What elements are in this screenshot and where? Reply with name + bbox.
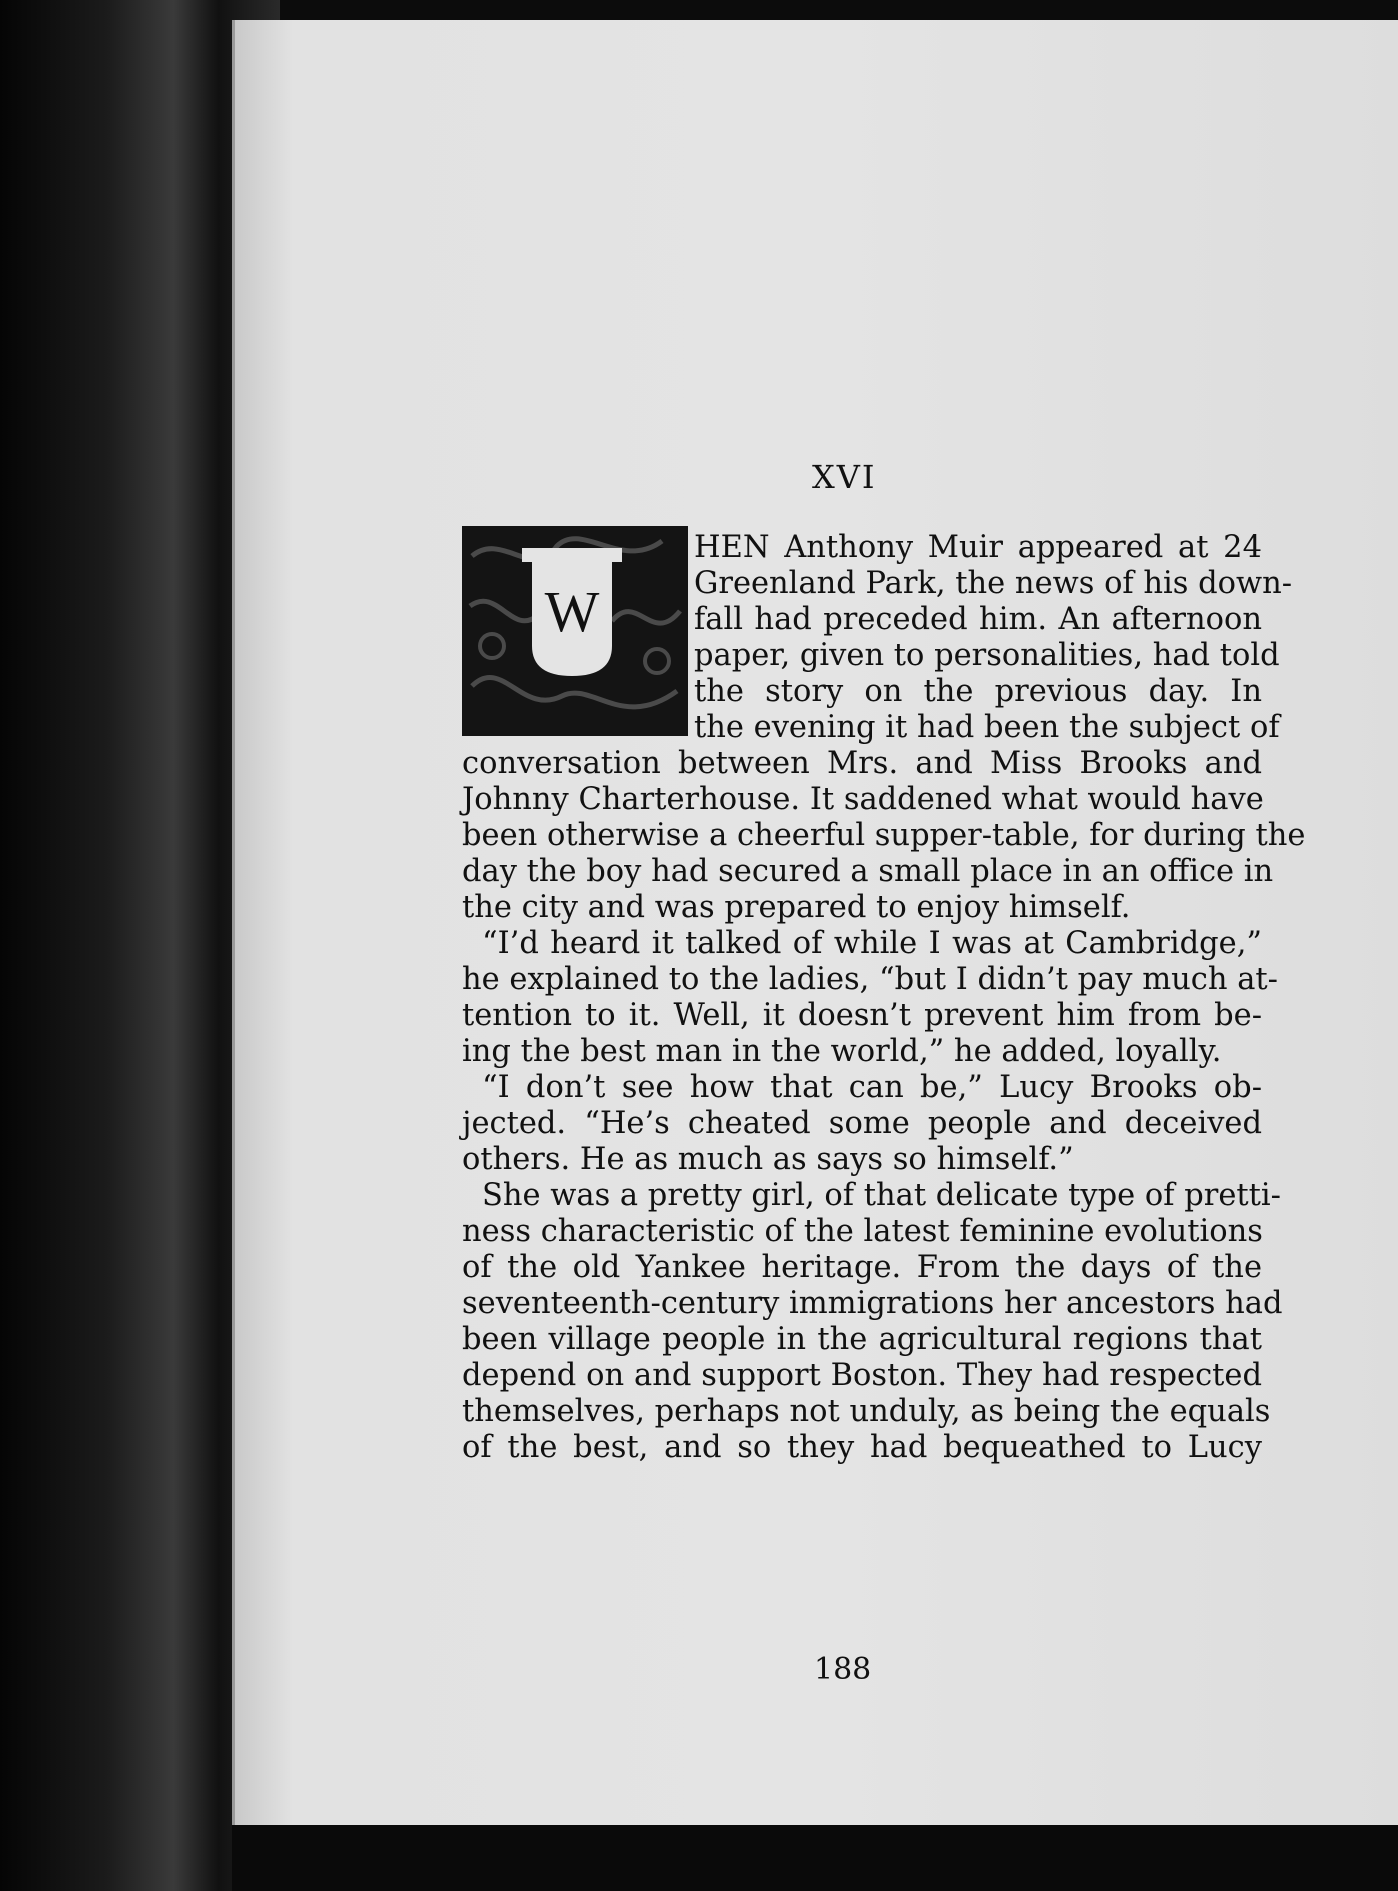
text-line: themselves, perhaps not unduly, as being the equals — [462, 1394, 1271, 1429]
text-line: the evening it had been the subject of — [694, 710, 1280, 745]
chapter-heading: XVI — [812, 458, 877, 496]
text-line: others. He as much as says so himself.” — [462, 1142, 1074, 1177]
text-line: ness characteristic of the latest feminine evolutions — [462, 1214, 1263, 1249]
text-line: “I don’t see how that can be,” Lucy Brooks ob- — [482, 1070, 1262, 1105]
text-line: of the best, and so they had bequeathed to Lucy — [462, 1430, 1262, 1465]
text-line: tention to it. Well, it doesn’t prevent him from be- — [462, 998, 1262, 1033]
text-line: conversation between Mrs. and Miss Brooks and — [462, 746, 1262, 781]
text-line: he explained to the ladies, “but I didn’t pay much at- — [462, 962, 1278, 997]
text-line: jected. “He’s cheated some people and deceived — [462, 1106, 1262, 1141]
text-line: paper, given to personalities, had told — [694, 638, 1280, 673]
drop-cap-letter: W — [544, 579, 600, 644]
text-line: “I’d heard it talked of while I was at Cambridge,” — [482, 926, 1262, 961]
text-line: Johnny Charterhouse. It saddened what would have — [462, 782, 1264, 817]
text-line: been otherwise a cheerful supper-table, for during the — [462, 818, 1306, 853]
text-line: day the boy had secured a small place in an office in — [462, 854, 1274, 889]
text-line: fall had preceded him. An afternoon — [694, 602, 1262, 637]
text-line: of the old Yankee heritage. From the days of the — [462, 1250, 1262, 1285]
text-line: HEN Anthony Muir appeared at 24 — [694, 530, 1262, 565]
text-line: She was a pretty girl, of that delicate type of pretti- — [482, 1178, 1281, 1213]
page-bottom-shadow — [232, 1825, 1398, 1891]
text-line: the story on the previous day. In — [694, 674, 1262, 709]
body-text — [462, 530, 1306, 1466]
page-number: 188 — [814, 1652, 872, 1687]
text-line: ing the best man in the world,” he added, loyally. — [462, 1034, 1222, 1069]
text-line: seventeenth-century immigrations her ancestors had — [462, 1286, 1283, 1321]
text-line: been village people in the agricultural regions that — [462, 1322, 1262, 1357]
text-line: Greenland Park, the news of his down- — [694, 566, 1293, 601]
text-line: the city and was prepared to enjoy himself. — [462, 890, 1131, 925]
text-line: depend on and support Boston. They had respected — [462, 1358, 1262, 1393]
